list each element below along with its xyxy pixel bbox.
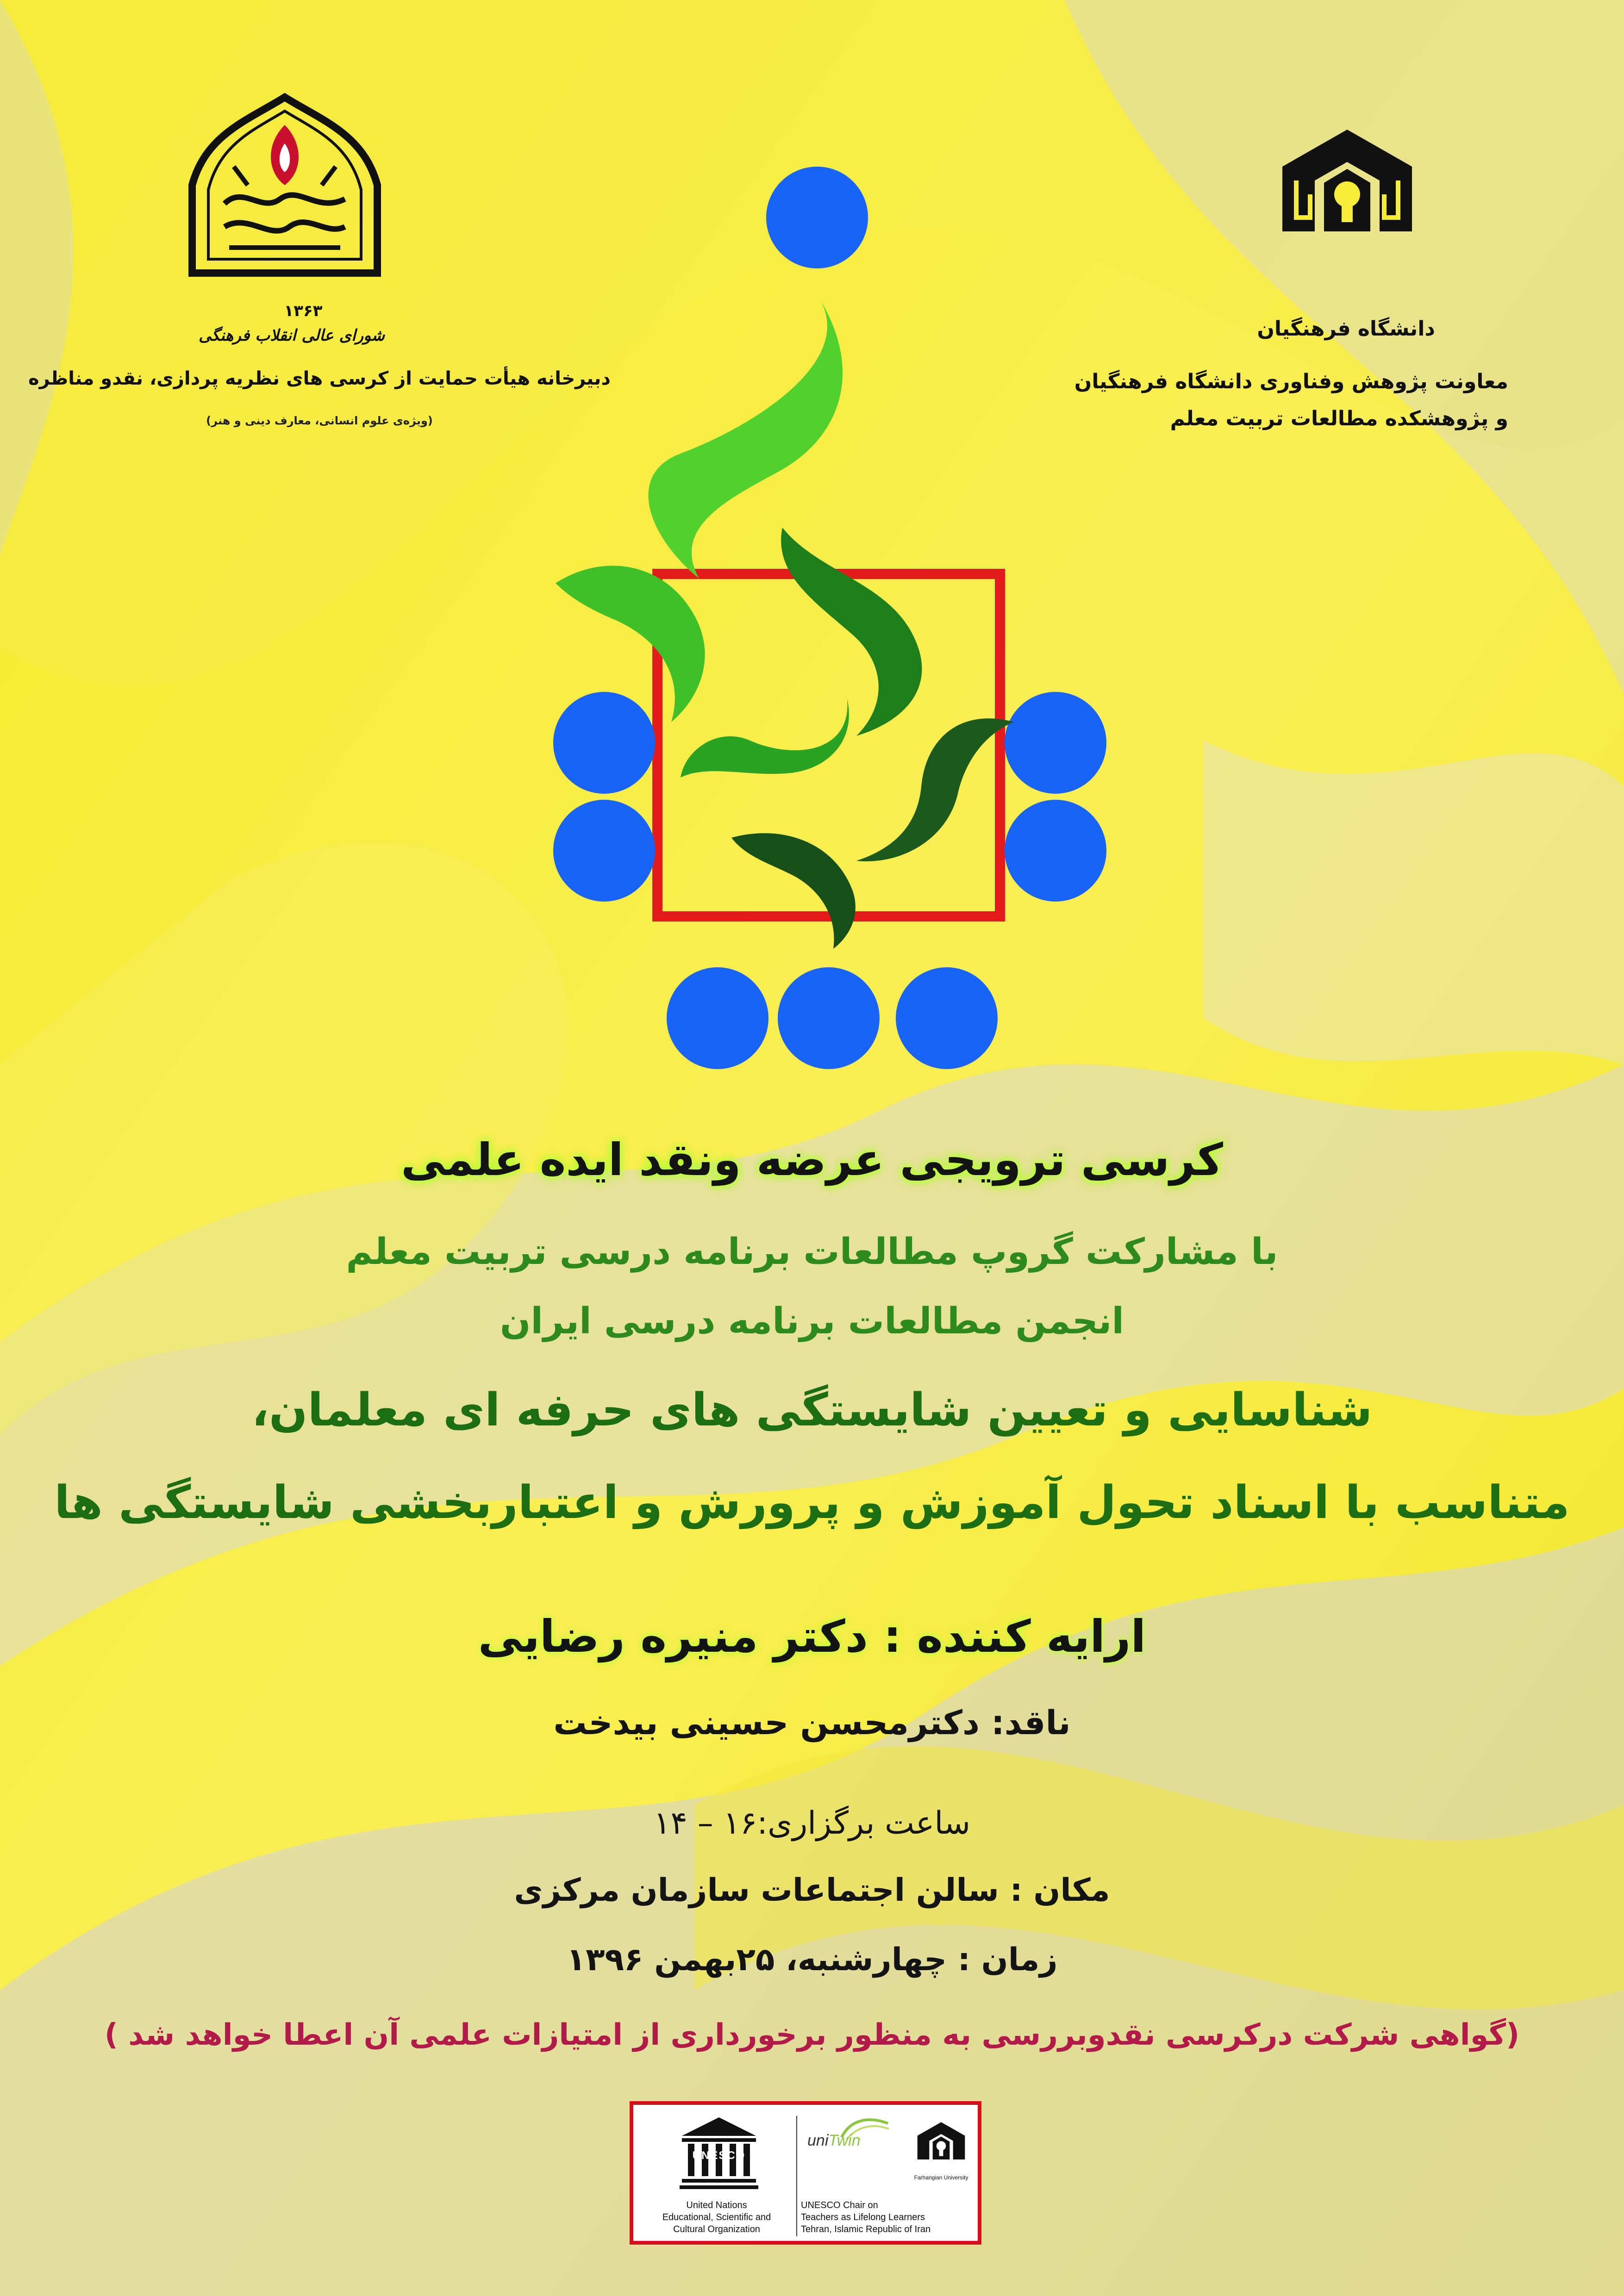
left-logo-caption-sub: (ویژه‌ی علوم انسانی، معارف دینی و هنر)	[206, 414, 433, 427]
event-time: ساعت برگزاری:۱۶ – ۱۴	[653, 1805, 971, 1842]
right-logo-caption-line2: و پژوهشکده مطالعات تربیت معلم	[1170, 407, 1508, 430]
unesco-caption	[638, 2199, 795, 2235]
farhangian-small-caption: Farhangian University	[914, 2174, 968, 2181]
left-emblem-text: شورای عالی انقلاب فرهنگی	[198, 326, 385, 345]
partner-logos-box	[630, 2101, 981, 2245]
event-subtitle-line2: انجمن مطالعات برنامه درسی ایران	[500, 1300, 1124, 1342]
unesco-caption-line1: United Nations	[686, 2200, 747, 2210]
left-emblem-year: ۱۳۶۳	[284, 302, 323, 320]
leaf-square-emblem-icon	[532, 167, 1106, 1069]
right-logo-caption-line1: معاونت پژوهش وفناوری دانشگاه فرهنگیان	[1074, 370, 1508, 393]
unitwin-wordmark	[807, 2132, 861, 2150]
unitwin-caption-line1: UNESCO Chair on	[801, 2200, 878, 2210]
unitwin-word-uni: uni	[807, 2132, 829, 2149]
farhangian-emblem-text: دانشگاه فرهنگیان	[1257, 317, 1435, 341]
unesco-caption-line2: Educational, Scientific and	[662, 2212, 771, 2222]
topic-line2: متناسب با اسناد تحول آموزش و پرورش و اعتباربخشی شایستگی ها	[54, 1476, 1570, 1529]
critic: ناقد: دکترمحسن حسینی بیدخت	[553, 1703, 1071, 1742]
unitwin-caption-line3: Tehran, Islamic Republic of Iran	[801, 2224, 931, 2234]
farhangian-university-small-icon	[916, 2119, 967, 2170]
presenter: ارایه کننده : دکتر منیره رضایی	[478, 1611, 1146, 1662]
unesco-wordmark: UNESCO	[692, 2149, 746, 2162]
partner-divider	[796, 2116, 797, 2236]
event-place: مکان : سالن اجتماعات سازمان مرکزی	[514, 1872, 1110, 1909]
event-date: زمان : چهارشنبه، ۲۵بهمن ۱۳۹۶	[566, 1941, 1058, 1978]
farhangian-university-icon	[1278, 125, 1417, 255]
topic-line1: شناسایی و تعیین شایستگی های حرفه ای معلمان،	[251, 1384, 1373, 1437]
unitwin-caption-line2: Teachers as Lifelong Learners	[801, 2212, 925, 2222]
unitwin-caption	[801, 2199, 977, 2235]
certificate-note: (گواهی شرکت درکرسی نقدوبررسی به منظور برخورداری از امتیازات علمی آن اعطا خواهد شد )	[104, 2018, 1520, 2052]
left-logo-caption: دبیرخانه هیأت حمایت از کرسی های نظریه پردازی، نقدو مناظره	[28, 368, 611, 389]
unitwin-word-twin: Twin	[828, 2132, 861, 2149]
event-subtitle-line1: با مشارکت گروپ مطالعات برنامه درسی تربیت معلم	[346, 1231, 1278, 1273]
supreme-council-cultural-revolution-icon	[178, 93, 391, 310]
unesco-caption-line3: Cultural Organization	[673, 2224, 760, 2234]
event-title: کرسی ترویجی عرضه ونقد ایده علمی	[401, 1134, 1223, 1186]
